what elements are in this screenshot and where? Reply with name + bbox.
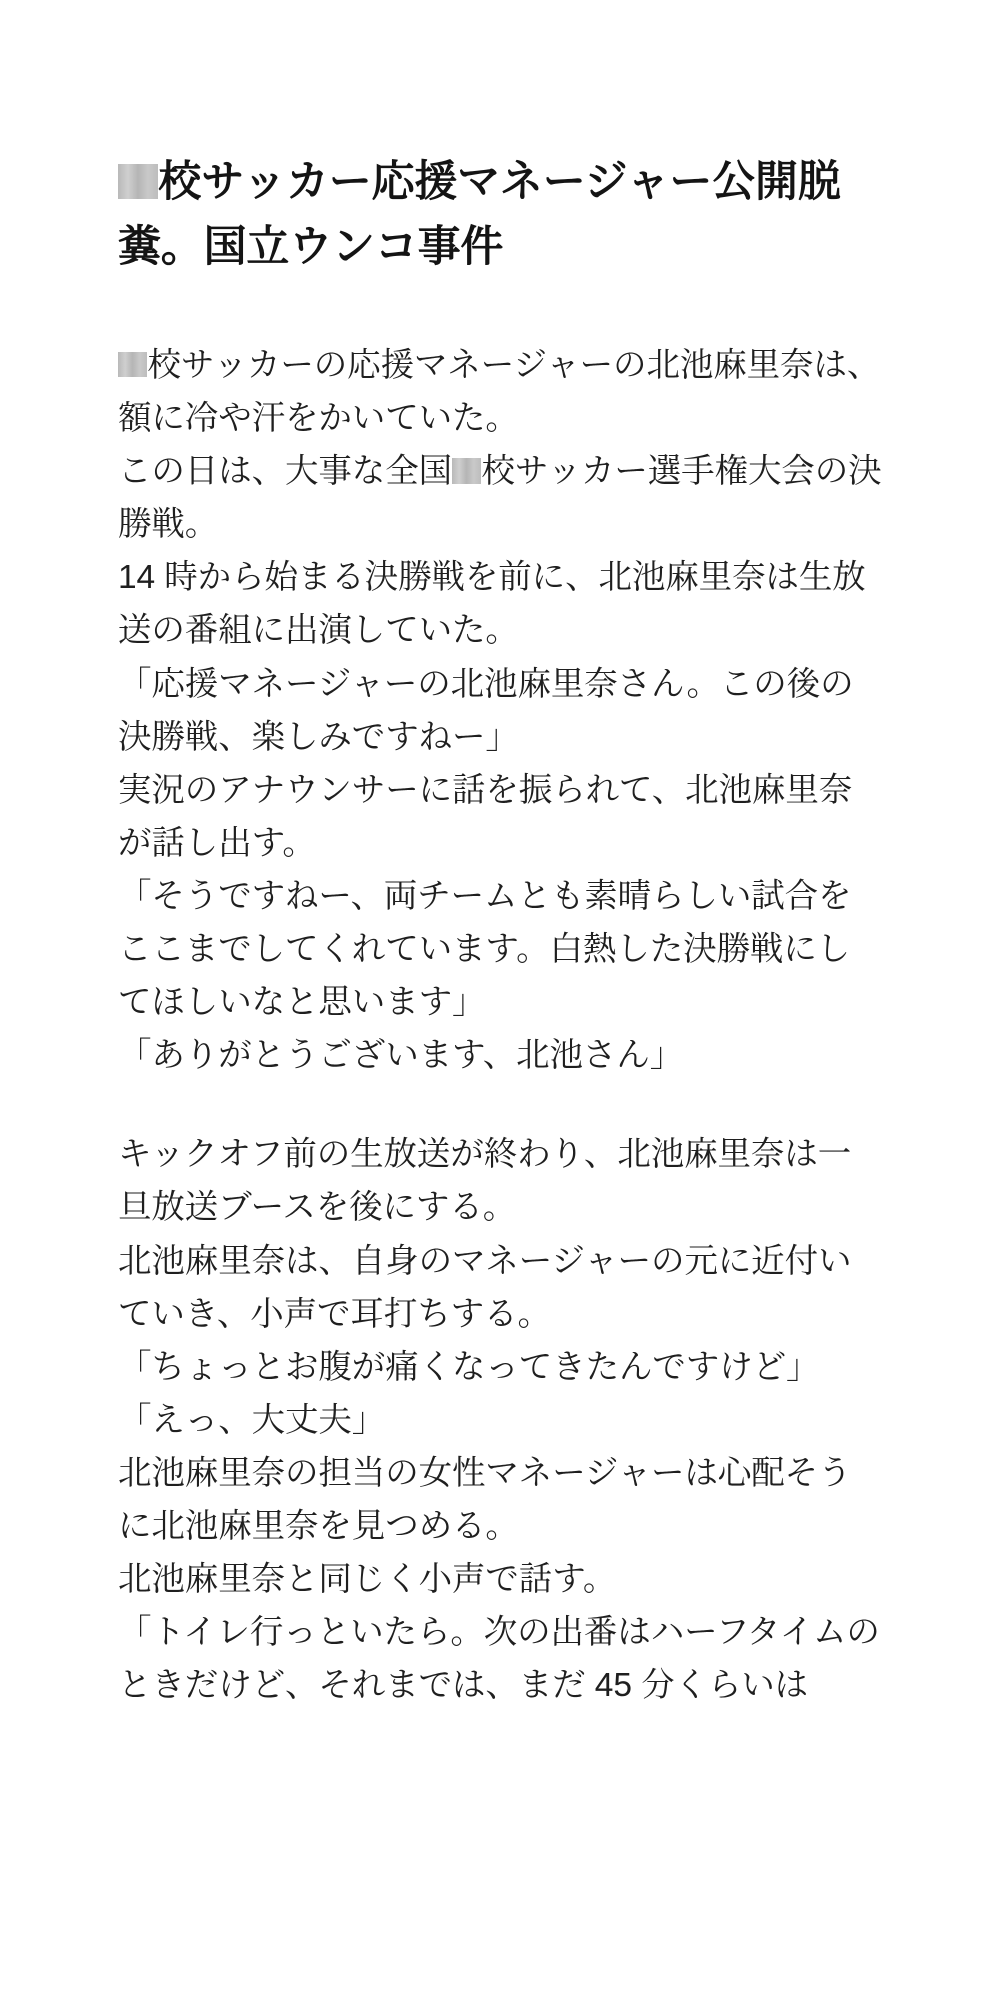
paragraph-4: 「応援マネージャーの北池麻里奈さん。この後の決勝戦、楽しみですねー」 (118, 665, 854, 756)
paragraph-14: 「トイレ行っといたら。次の出番はハーフタイムのときだけど、それまでは、まだ 45 分くらいは (118, 1614, 880, 1705)
paragraph-11: 「えっ、大丈夫」 (118, 1401, 386, 1439)
redaction-block-icon (118, 352, 147, 377)
paragraph-10: 「ちょっとお腹が痛くなってきたんですけど」 (118, 1348, 820, 1386)
paragraph-9: 北池麻里奈は、自身のマネージャーの元に近付いていき、小声で耳打ちする。 (118, 1242, 852, 1333)
paragraph-12: 北池麻里奈の担当の女性マネージャーは心配そうに北池麻里奈を見つめる。 (118, 1454, 852, 1545)
paragraph-2-text-before: この日は、大事な全国 (118, 453, 452, 491)
page-title (118, 150, 882, 279)
paragraph-7: 「ありがとうございます、北池さん」 (118, 1037, 684, 1075)
page-title-text: 校サッカー応援マネージャー公開脱糞。国立ウンコ事件 (118, 158, 841, 271)
paragraph-spacer (118, 1082, 882, 1128)
paragraph-6: 「そうですねー、両チームとも素晴らしい試合をここまでしてくれています。白熱した決勝戦にしてほしいなと思います」 (118, 877, 852, 1022)
redaction-block-icon (118, 164, 158, 198)
paragraph-1 (118, 339, 882, 445)
paragraph-2-text-after: 校サッカー選手権大会の決勝戦。 (118, 453, 882, 544)
paragraph-3: 14 時から始まる決勝戦を前に、北池麻里奈は生放送の番組に出演していた。 (118, 559, 866, 650)
paragraph-13: 北池麻里奈と同じく小声で話す。 (118, 1561, 617, 1599)
document-body (118, 339, 882, 1712)
paragraph-5: 実況のアナウンサーに話を振られて、北池麻里奈が話し出す。 (118, 771, 853, 862)
redaction-block-icon (452, 458, 481, 483)
paragraph-8: キックオフ前の生放送が終わり、北池麻里奈は一旦放送ブースを後にする。 (118, 1136, 852, 1227)
paragraph-1-text: 校サッカーの応援マネージャーの北池麻里奈は、額に冷や汗をかいていた。 (118, 347, 881, 438)
paragraph-2 (118, 445, 882, 551)
